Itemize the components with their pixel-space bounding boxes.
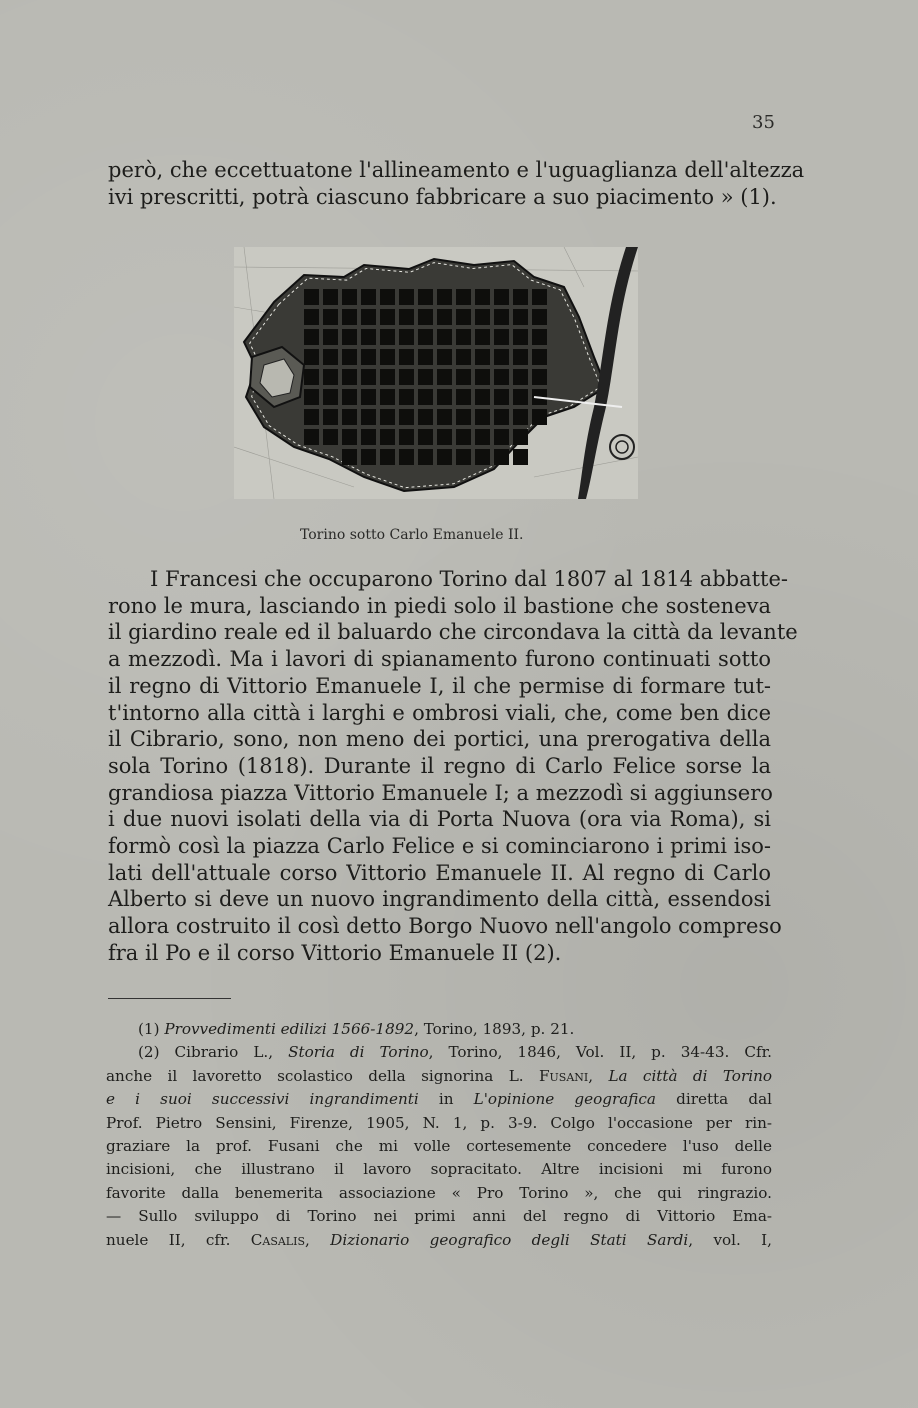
citation-text: , Torino, 1846, Vol. II, p. 34-43. Cfr. [428,1043,772,1062]
footnote-line: Prof. Pietro Sensini, Firenze, 1905, N. 1, p. 3-9. Colgo l'occasione per rin- [106,1113,772,1132]
author-name: Fusani [538,1066,589,1085]
cited-title: Storia di Torino [288,1043,429,1062]
text-line: I Francesi che occuparono Torino dal 1807 al 1814 abbatte- [150,567,788,591]
citation-text: , Torino, 1893, p. 21. [414,1020,575,1038]
citation-text: Cibrario L., [174,1043,289,1062]
citation-text: anche il lavoretto scolastico della signorina L. [106,1066,539,1085]
main-paragraph [108,566,798,967]
author-name: Casalis [250,1230,305,1249]
footnote-line [106,1229,772,1252]
text-line: sola Torino (1818). Durante il regno di Carlo Felice sorse la [108,753,771,778]
text-line: a mezzodì. Ma i lavori di spianamento furono continuati sotto [108,647,771,672]
footnote-line [106,1088,772,1111]
text-line: i due nuovi isolati della via di Porta Nuova (ora via Roma), si [108,807,771,832]
text-line: ivi prescritti, potrà ciascuno fabbricare a suo piacimento » (1). [108,184,777,209]
text-line: il regno di Vittorio Emanuele I, il che permise di formare tut- [108,673,771,698]
text-line: il Cibrario, sono, non meno dei portici, una prerogativa della [108,727,771,752]
footnote-line: — Sullo sviluppo di Torino nei primi anni del regno di Vittorio Ema- [106,1207,772,1226]
text-line: però, che eccettuatone l'allineamento e l'uguaglianza dell'altezza [108,158,805,182]
footnote-mark: (1) [138,1020,160,1038]
text-line: fra il Po e il corso Vittorio Emanuele II (2). [108,940,562,965]
footnote-line [106,1065,772,1088]
text-line: Alberto si deve un nuovo ingrandimento della città, essendosi [108,887,771,912]
citation-text: nuele II, cfr. [106,1230,251,1249]
footnote-1 [106,1018,772,1041]
footnote-2 [106,1041,772,1064]
footnote-mark: (2) [138,1043,160,1062]
citation-text: , [588,1066,609,1085]
cited-title: Dizionario geografico degli Stati Sardi [330,1230,689,1249]
citation-text: , vol. I, [688,1230,773,1249]
citation-text: , [305,1230,331,1249]
footnote-divider [108,998,231,999]
footnote-line: favorite dalla benemerita associazione « Pro Torino », che qui ringrazio. [106,1183,772,1202]
text-line: formò così la piazza Carlo Felice e si cominciarono i primi iso- [108,834,771,859]
footnote-line: graziare la prof. Fusani che mi volle cortesemente concedere l'uso delle [106,1137,772,1156]
city-plan-figure [234,247,638,499]
city-plan-map-image [234,247,638,499]
text-line: il giardino reale ed il baluardo che circondava la città da levante [108,620,798,645]
citation-text: diretta dal [655,1090,772,1109]
cited-title: L'opinione geografica [473,1090,656,1109]
footnotes [106,1018,772,1252]
figure-caption: Torino sotto Carlo Emanuele II. [300,527,524,543]
text-line: t'intorno alla città i larghi e ombrosi viali, che, come ben dice [108,700,771,725]
citation-text: in [418,1090,474,1109]
paragraph-continuation [108,157,805,210]
text-line: rono le mura, lasciando in piedi solo il bastione che sosteneva [108,593,771,618]
text-line: lati dell'attuale corso Vittorio Emanuele II. Al regno di Carlo [108,860,771,885]
text-line: allora costruito il così detto Borgo Nuovo nell'angolo compreso [108,914,782,939]
cited-title: Provvedimenti edilizi 1566-1892 [164,1020,415,1038]
cited-title: e i suoi successivi ingrandimenti [106,1090,419,1109]
page-number: 35 [752,112,775,133]
text-line: grandiosa piazza Vittorio Emanuele I; a mezzodì si aggiunsero [108,780,773,805]
footnote-line: incisioni, che illustrano il lavoro sopracitato. Altre incisioni mi furono [106,1160,772,1179]
cited-title: La città di Torino [608,1066,772,1085]
